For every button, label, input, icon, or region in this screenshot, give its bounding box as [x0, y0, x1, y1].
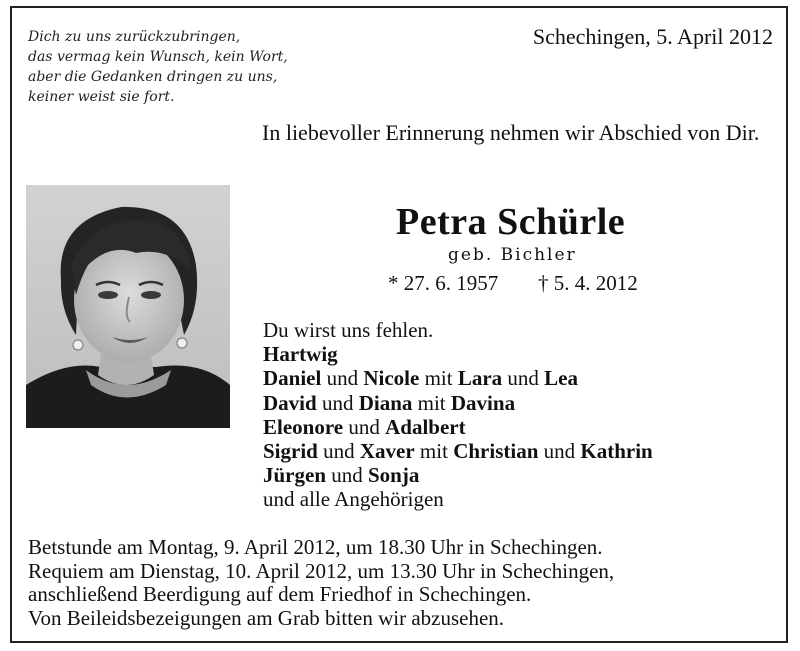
poem-line: Dich zu uns zurückzubringen, — [28, 29, 241, 45]
mourner-name: Diana — [358, 390, 413, 415]
connector-word: und — [326, 366, 359, 391]
connector-word: mit — [419, 439, 448, 464]
mourner-line — [263, 415, 653, 439]
mourner-name: Kathrin — [580, 439, 653, 464]
mourner-line — [263, 342, 653, 366]
relatives-line: und alle Angehörigen — [263, 487, 444, 512]
connector-word: und — [348, 414, 380, 439]
poem-line: keiner weist sie fort. — [28, 89, 175, 105]
mourner-name: Nicole — [363, 366, 420, 391]
connector-word: und — [507, 366, 539, 391]
mourner-name: Christian — [453, 439, 539, 464]
connector-word: und — [543, 439, 576, 464]
mourner-name: David — [263, 390, 317, 415]
detail-line: Von Beileidsbezeigungen am Grab bitten wir abzusehen. — [28, 605, 505, 630]
memorial-poem — [28, 27, 288, 107]
maiden-name: geb. Bichler — [448, 245, 577, 265]
mourner-line — [263, 439, 653, 463]
poem-line: das vermag kein Wunsch, kein Wort, — [28, 49, 288, 65]
deceased-name: Petra Schürle — [396, 201, 626, 243]
connector-word: und — [331, 463, 363, 488]
detail-line: Betstunde am Montag, 9. April 2012, um 18.30 Uhr in Schechingen. — [28, 535, 603, 559]
mourner-name: Hartwig — [263, 342, 338, 367]
mourner-name: Xaver — [359, 439, 415, 464]
portrait-photo — [26, 185, 230, 428]
mourner-line — [263, 463, 653, 487]
detail-line: anschließend Beerdigung auf dem Friedhof in Schechingen. — [28, 582, 532, 606]
mourner-name: Eleonore — [263, 414, 344, 439]
mourner-name: Sigrid — [263, 439, 318, 464]
poem-line: aber die Gedanken dringen zu uns, — [28, 69, 278, 85]
place-and-date: Schechingen, 5. April 2012 — [532, 24, 773, 49]
mourner-name: Adalbert — [385, 414, 466, 439]
connector-word: mit — [417, 390, 446, 415]
mourners-list — [263, 318, 653, 512]
mourner-name: Jürgen — [263, 463, 326, 488]
mourner-name: Davina — [450, 390, 516, 415]
mourner-name: Lea — [544, 366, 578, 391]
death-date: † 5. 4. 2012 — [538, 271, 638, 295]
connector-word: mit — [424, 366, 453, 391]
mourner-line — [263, 391, 653, 415]
portrait-image — [26, 185, 230, 428]
mourner-name: Sonja — [368, 463, 420, 488]
connector-word: und — [321, 390, 354, 415]
intro-text: In liebevoller Erinnerung nehmen wir Abschied von Dir. — [262, 120, 760, 145]
birth-date: * 27. 6. 1957 — [388, 271, 499, 295]
mourner-name: Daniel — [263, 366, 322, 391]
service-details — [28, 536, 614, 630]
mourner-line — [263, 366, 653, 390]
farewell-line: Du wirst uns fehlen. — [263, 318, 434, 342]
detail-line: Requiem am Dienstag, 10. April 2012, um 13.30 Uhr in Schechingen, — [28, 558, 615, 583]
mourner-name: Lara — [457, 366, 503, 391]
connector-word: und — [323, 439, 355, 464]
